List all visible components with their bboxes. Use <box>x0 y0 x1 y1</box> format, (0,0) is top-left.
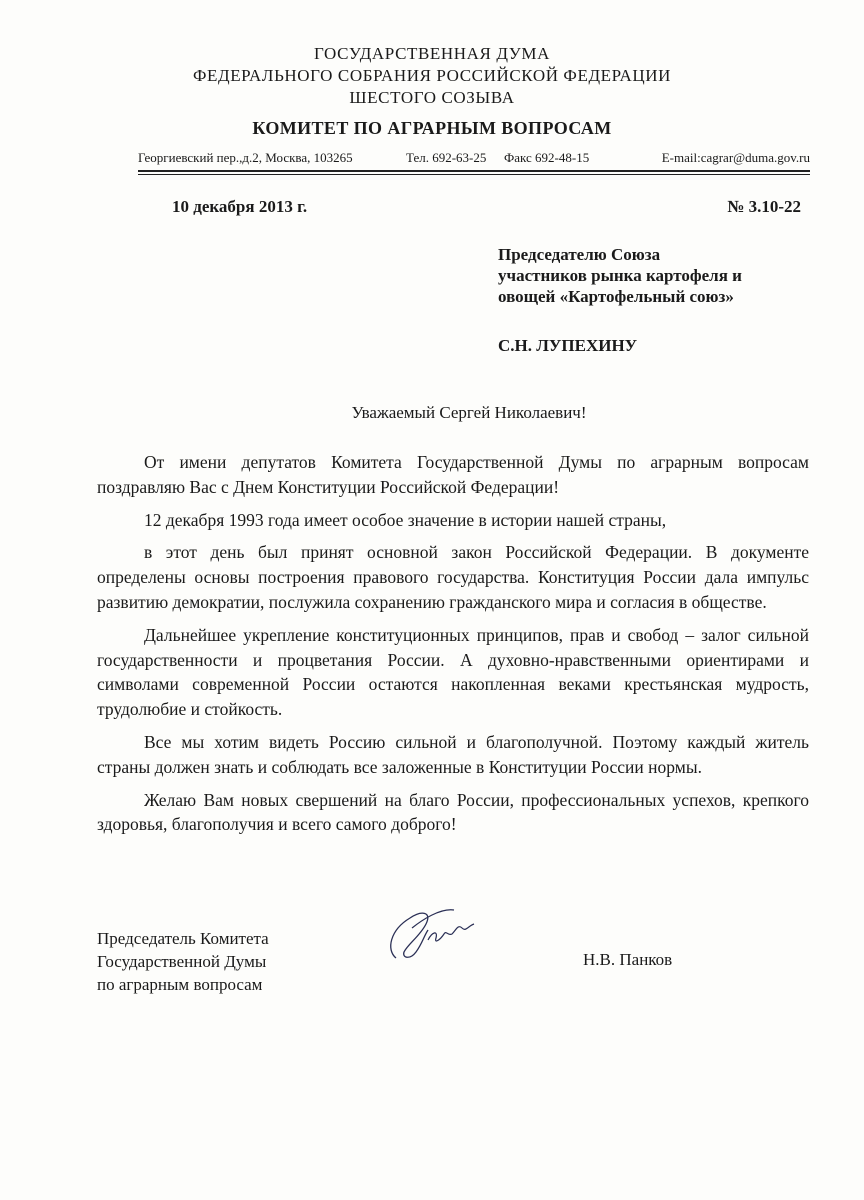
committee-title: КОМИТЕТ ПО АГРАРНЫМ ВОПРОСАМ <box>252 118 612 138</box>
addressee-name: С.Н. ЛУПЕХИНУ <box>498 336 638 355</box>
phone-text: Тел. 692-63-25 <box>406 150 487 165</box>
letter-date: 10 декабря 2013 г. <box>172 197 308 216</box>
paragraph-3: в этот день был принят основной закон Российской Федерации. В документе определены основы построения правового государства. Конституция России дала импульс развитию демократии, послужила сохранению гражданского мира и согласия в обществе. <box>97 542 809 612</box>
signatory-title <box>97 927 269 996</box>
signatory-title-line-3: по аграрным вопросам <box>97 975 263 994</box>
addressee-line-1: Председателю Союза <box>498 245 661 264</box>
address-text: Георгиевский пер.,д.2, Москва, 103265 <box>138 150 353 165</box>
handwritten-signature <box>382 900 492 970</box>
signatory-name: Н.В. Панков <box>583 950 673 969</box>
signatory-title-line-1: Председатель Комитета <box>97 929 269 948</box>
letterhead-line-3: ШЕСТОГО СОЗЫВА <box>349 88 515 107</box>
greeting: Уважаемый Сергей Николаевич! <box>351 403 587 422</box>
signatory-title-line-2: Государственной Думы <box>97 952 267 971</box>
paragraph-6: Желаю Вам новых свершений на благо России, профессиональных успехов, крепкого здоровья, благополучия и всего самого доброго! <box>97 789 809 835</box>
letterhead-line-2: ФЕДЕРАЛЬНОГО СОБРАНИЯ РОССИЙСКОЙ ФЕДЕРАЦИИ <box>192 66 672 85</box>
paragraph-5: Все мы хотим видеть Россию сильной и благополучной. Поэтому каждый житель страны должен знать и соблюдать все заложенные в Конституции России нормы. <box>97 731 809 777</box>
addressee-line-2: участников рынка картофеля и <box>498 266 742 285</box>
paragraph-2: 12 декабря 1993 года имеет особое значение в истории нашей страны, <box>144 509 667 530</box>
header-rule-thin <box>138 174 810 175</box>
email-text: E-mail:cagrar@duma.gov.ru <box>661 150 810 165</box>
letter-body <box>97 450 809 845</box>
fax-text: Факс 692-48-15 <box>504 150 590 165</box>
paragraph-4: Дальнейшее укрепление конституционных принципов, прав и свобод – залог сильной государственности и процветания России. А духовно-нравственными ориентирами и символами современной России остаются накопленная веками крестьянская мудрость, трудолюбие и стойкость. <box>97 624 809 720</box>
contact-line <box>138 150 810 166</box>
addressee-block <box>498 244 838 307</box>
letterhead-line-1: ГОСУДАРСТВЕННАЯ ДУМА <box>314 44 550 63</box>
addressee-line-3: овощей «Картофельный союз» <box>498 287 734 306</box>
paragraph-1: От имени депутатов Комитета Государственной Думы по аграрным вопросам поздравляю Вас с Днем Конституции Российской Федерации! <box>97 452 809 497</box>
letter-number: № 3.10-22 <box>727 197 801 216</box>
header-rule-thick <box>138 170 810 172</box>
